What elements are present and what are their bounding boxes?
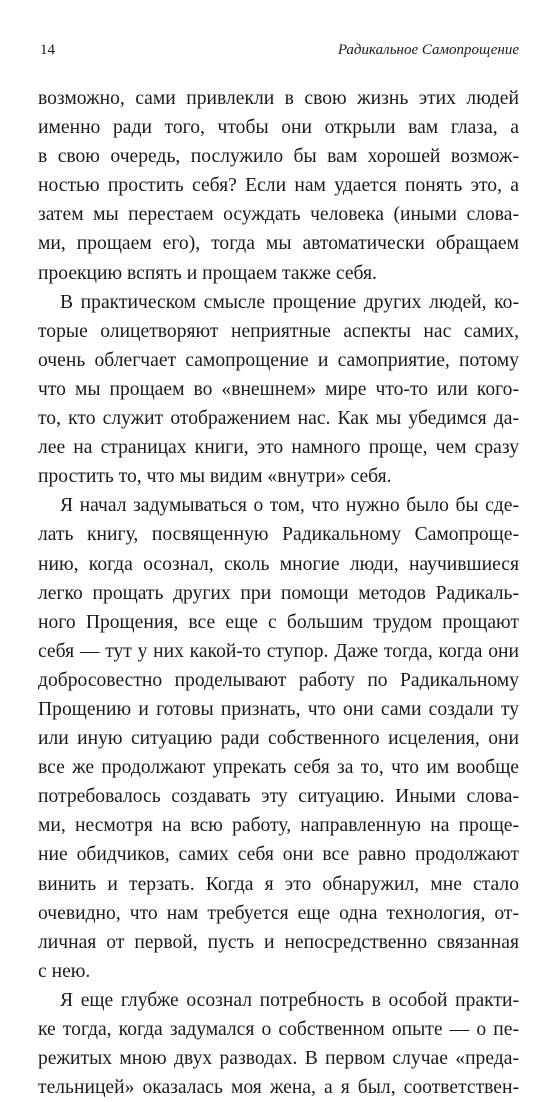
text-line: в свою очередь, послужило бы вам хорошей возмож- <box>38 146 519 168</box>
text-line: добросовестно проделывают работу по Радикальному <box>38 669 519 691</box>
text-line: ного Прощения, все еще с большим трудом прощают <box>38 611 519 633</box>
text-line: Прощению и готовы признать, что они сами создали ту <box>38 698 519 720</box>
text-line: торые олицетворяют неприятные аспекты нас самих, <box>38 320 519 342</box>
text-line: себя — тут у них какой-то ступор. Даже тогда, когда они <box>38 640 519 662</box>
page-number: 14 <box>40 42 55 58</box>
text-line: все же продолжают упрекать себя за то, что им вообще <box>38 757 519 779</box>
text-line: легко прощать других при помощи методов Радикаль- <box>38 582 519 604</box>
text-line: затем мы перестаем осуждать человека (иными слова- <box>38 204 519 226</box>
text-line: лее на страницах книги, это намного проще, чем сразу <box>38 437 519 459</box>
text-line: возможно, сами привлекли в свою жизнь этих людей <box>38 88 519 109</box>
running-title: Радикальное Самопрощение <box>337 42 519 58</box>
page-header <box>40 42 519 59</box>
text-line: ми, несмотря на всю работу, направленную на проще- <box>38 815 519 837</box>
text-line: ми, прощаем его), тогда мы автоматически обращаем <box>38 233 519 255</box>
text-line: или иную ситуацию ради собственного исцеления, они <box>38 728 519 750</box>
text-line: очень облегчает самопрощение и самоприятие, потому <box>38 349 519 371</box>
text-line: то, кто служит отображением нас. Как мы убедимся да- <box>38 408 519 430</box>
text-line: нию, когда осознал, сколь многие люди, научившиеся <box>38 553 519 575</box>
text-line: что мы прощаем во «внешнем» мире что-то или кого- <box>38 378 519 400</box>
text-line: винить и терзать. Когда я это обнаружил, мне стало <box>38 873 519 895</box>
text-line: режитых мною двух разводах. В первом случае «преда- <box>38 1048 519 1070</box>
text-line: с нею. <box>38 960 91 982</box>
text-line: В практическом смысле прощение других людей, ко- <box>60 291 519 313</box>
text-line: Я начал задумываться о том, что нужно было бы сде- <box>60 495 519 517</box>
text-line: ние обидчиков, самих себя они все равно продолжают <box>38 844 519 866</box>
text-line: именно ради того, чтобы они открыли вам глаза, а <box>38 117 519 139</box>
text-line: проекцию вспять и прощаем также себя. <box>38 262 377 284</box>
text-line: ке тогда, когда задумался о собственном опыте — о пе- <box>38 1019 519 1040</box>
text-line: Я еще глубже осознал потребность в особой практи- <box>60 989 519 1011</box>
text-line: лать книгу, посвященную Радикальному Самопроще- <box>38 524 519 546</box>
text-line: личная от первой, пусть и непосредственно связанная <box>38 931 519 953</box>
text-line: тельницей» оказалась моя жена, а я был, соответствен- <box>38 1077 519 1099</box>
text-line: очевидно, что нам требуется еще одна технология, от- <box>38 902 519 924</box>
text-line: потребовалось создавать эту ситуацию. Иными слова- <box>38 786 519 808</box>
body-text <box>38 84 519 1102</box>
text-line: ностью простить себя? Если нам удается понять это, а <box>38 175 519 197</box>
text-line: простить то, что мы видим «внутри» себя. <box>38 466 392 488</box>
